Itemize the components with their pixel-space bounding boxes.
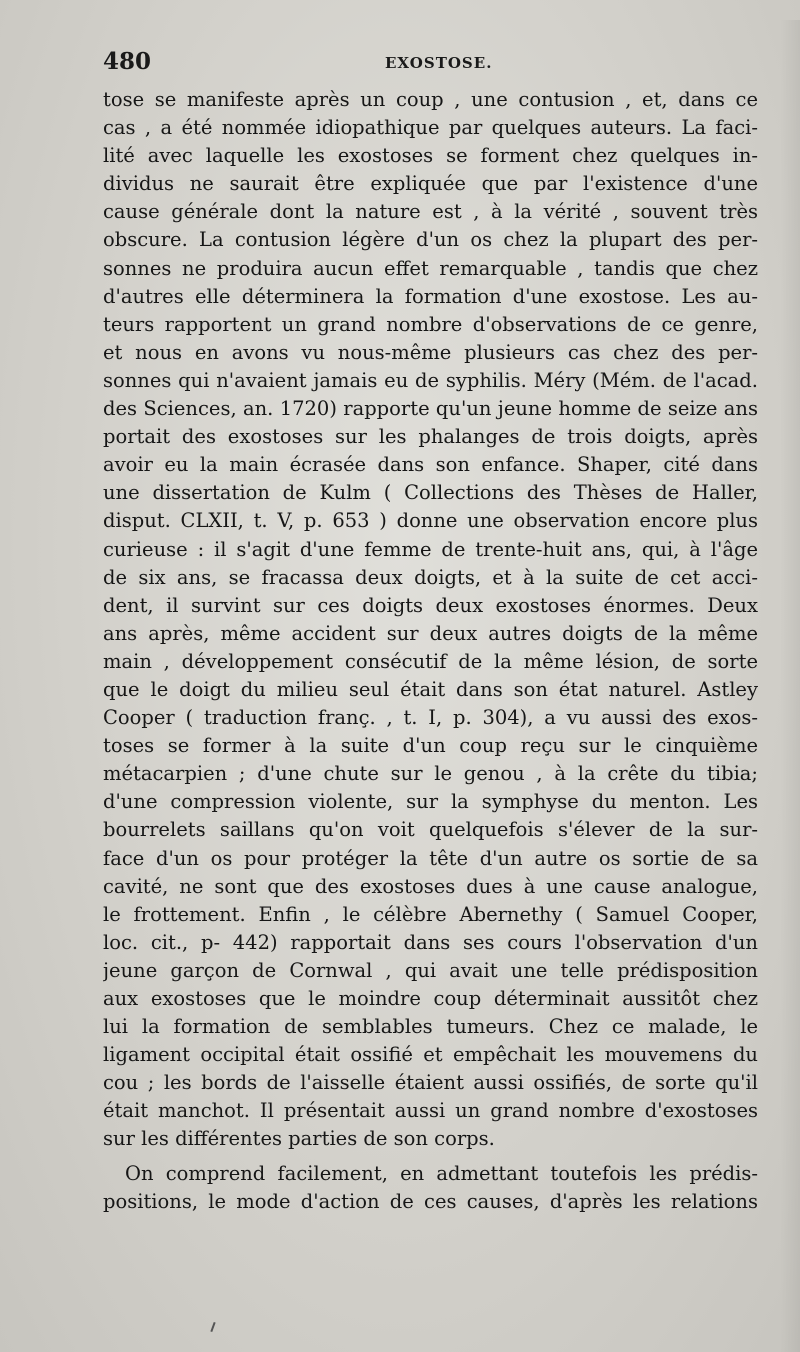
paragraph <box>103 86 758 1154</box>
page-header <box>103 48 758 78</box>
text-line: portait des exostoses sur les phalanges de trois doigts, après <box>103 425 758 449</box>
text-line: dividus ne saurait être expliquée que par l'existence d'une <box>103 172 758 196</box>
body-text <box>103 86 758 1216</box>
text-line: positions, le mode d'action de ces causes, d'après les relations <box>103 1189 758 1213</box>
stray-ink-mark <box>210 1322 215 1332</box>
text-line: avoir eu la main écrasée dans son enfance. Shaper, cité dans <box>103 453 758 477</box>
text-line: et nous en avons vu nous-même plusieurs cas chez des per- <box>103 340 758 364</box>
page-number: 480 <box>103 48 152 75</box>
text-line: lui la formation de semblables tumeurs. Chez ce malade, le <box>103 1015 758 1039</box>
text-line: tose se manifeste après un coup , une contusion , et, dans ce <box>103 88 758 111</box>
paragraph <box>103 1160 758 1216</box>
text-line: bourrelets saillans qu'on voit quelquefois s'élever de la sur- <box>103 818 758 842</box>
text-line: curieuse : il s'agit d'une femme de trente-huit ans, qui, à l'âge <box>103 537 758 561</box>
text-line: disput. CLXII, t. V, p. 653 ) donne une observation encore plus <box>103 509 758 533</box>
text-line: le frottement. Enfin , le célèbre Abernethy ( Samuel Cooper, <box>103 902 758 926</box>
text-line: était manchot. Il présentait aussi un grand nombre d'exostoses <box>103 1099 758 1123</box>
text-line: cause générale dont la nature est , à la vérité , souvent très <box>103 200 758 224</box>
text-line: de six ans, se fracassa deux doigts, et à la suite de cet acci- <box>103 565 758 589</box>
text-line: sonnes ne produira aucun effet remarquable , tandis que chez <box>103 256 758 280</box>
text-line: sonnes qui n'avaient jamais eu de syphilis. Méry (Mém. de l'acad. <box>103 368 758 392</box>
text-line: aux exostoses que le moindre coup déterminait aussitôt chez <box>103 987 758 1010</box>
running-head: EXOSTOSE. <box>385 54 493 72</box>
text-line: face d'un os pour protéger la tête d'un autre os sortie de sa <box>103 846 758 870</box>
text-line: cas , a été nommée idiopathique par quelques auteurs. La faci- <box>103 116 758 140</box>
text-line: que le doigt du milieu seul était dans son état naturel. Astley <box>103 677 758 701</box>
text-line: loc. cit., p- 442) rapportait dans ses cours l'observation d'un <box>103 930 758 954</box>
text-line: des Sciences, an. 1720) rapporte qu'un jeune homme de seize ans <box>103 397 758 421</box>
page-edge-shadow <box>780 20 800 1352</box>
text-line: d'une compression violente, sur la symphyse du menton. Les <box>103 790 758 814</box>
text-line: obscure. La contusion légère d'un os chez la plupart des per- <box>103 228 758 252</box>
text-line: lité avec laquelle les exostoses se forment chez quelques in- <box>103 144 758 168</box>
text-line: métacarpien ; d'une chute sur le genou , à la crête du tibia; <box>103 762 758 786</box>
text-line: dent, il survint sur ces doigts deux exostoses énormes. Deux <box>103 593 758 617</box>
text-line: cou ; les bords de l'aisselle étaient aussi ossifiés, de sorte qu'il <box>103 1071 758 1095</box>
text-line: cavité, ne sont que des exostoses dues à une cause analogue, <box>103 874 758 898</box>
text-line: Cooper ( traduction franç. , t. I, p. 304), a vu aussi des exos- <box>103 706 758 730</box>
text-line: d'autres elle déterminera la formation d'une exostose. Les au- <box>103 284 758 308</box>
text-line: jeune garçon de Cornwal , qui avait une telle prédisposition <box>103 958 758 982</box>
text-line: toses se former à la suite d'un coup reçu sur le cinquième <box>103 734 758 758</box>
text-line: main , développement consécutif de la même lésion, de sorte <box>103 649 758 673</box>
text-line: sur les différentes parties de son corps. <box>103 1127 495 1151</box>
text-line: teurs rapportent un grand nombre d'observations de ce genre, <box>103 312 758 336</box>
text-line: ans après, même accident sur deux autres doigts de la même <box>103 621 758 645</box>
text-line: On comprend facilement, en admettant toutefois les prédis- <box>125 1161 758 1185</box>
text-line: ligament occipital était ossifié et empêchait les mouvemens du <box>103 1043 758 1067</box>
text-line: une dissertation de Kulm ( Collections des Thèses de Haller, <box>103 481 758 505</box>
